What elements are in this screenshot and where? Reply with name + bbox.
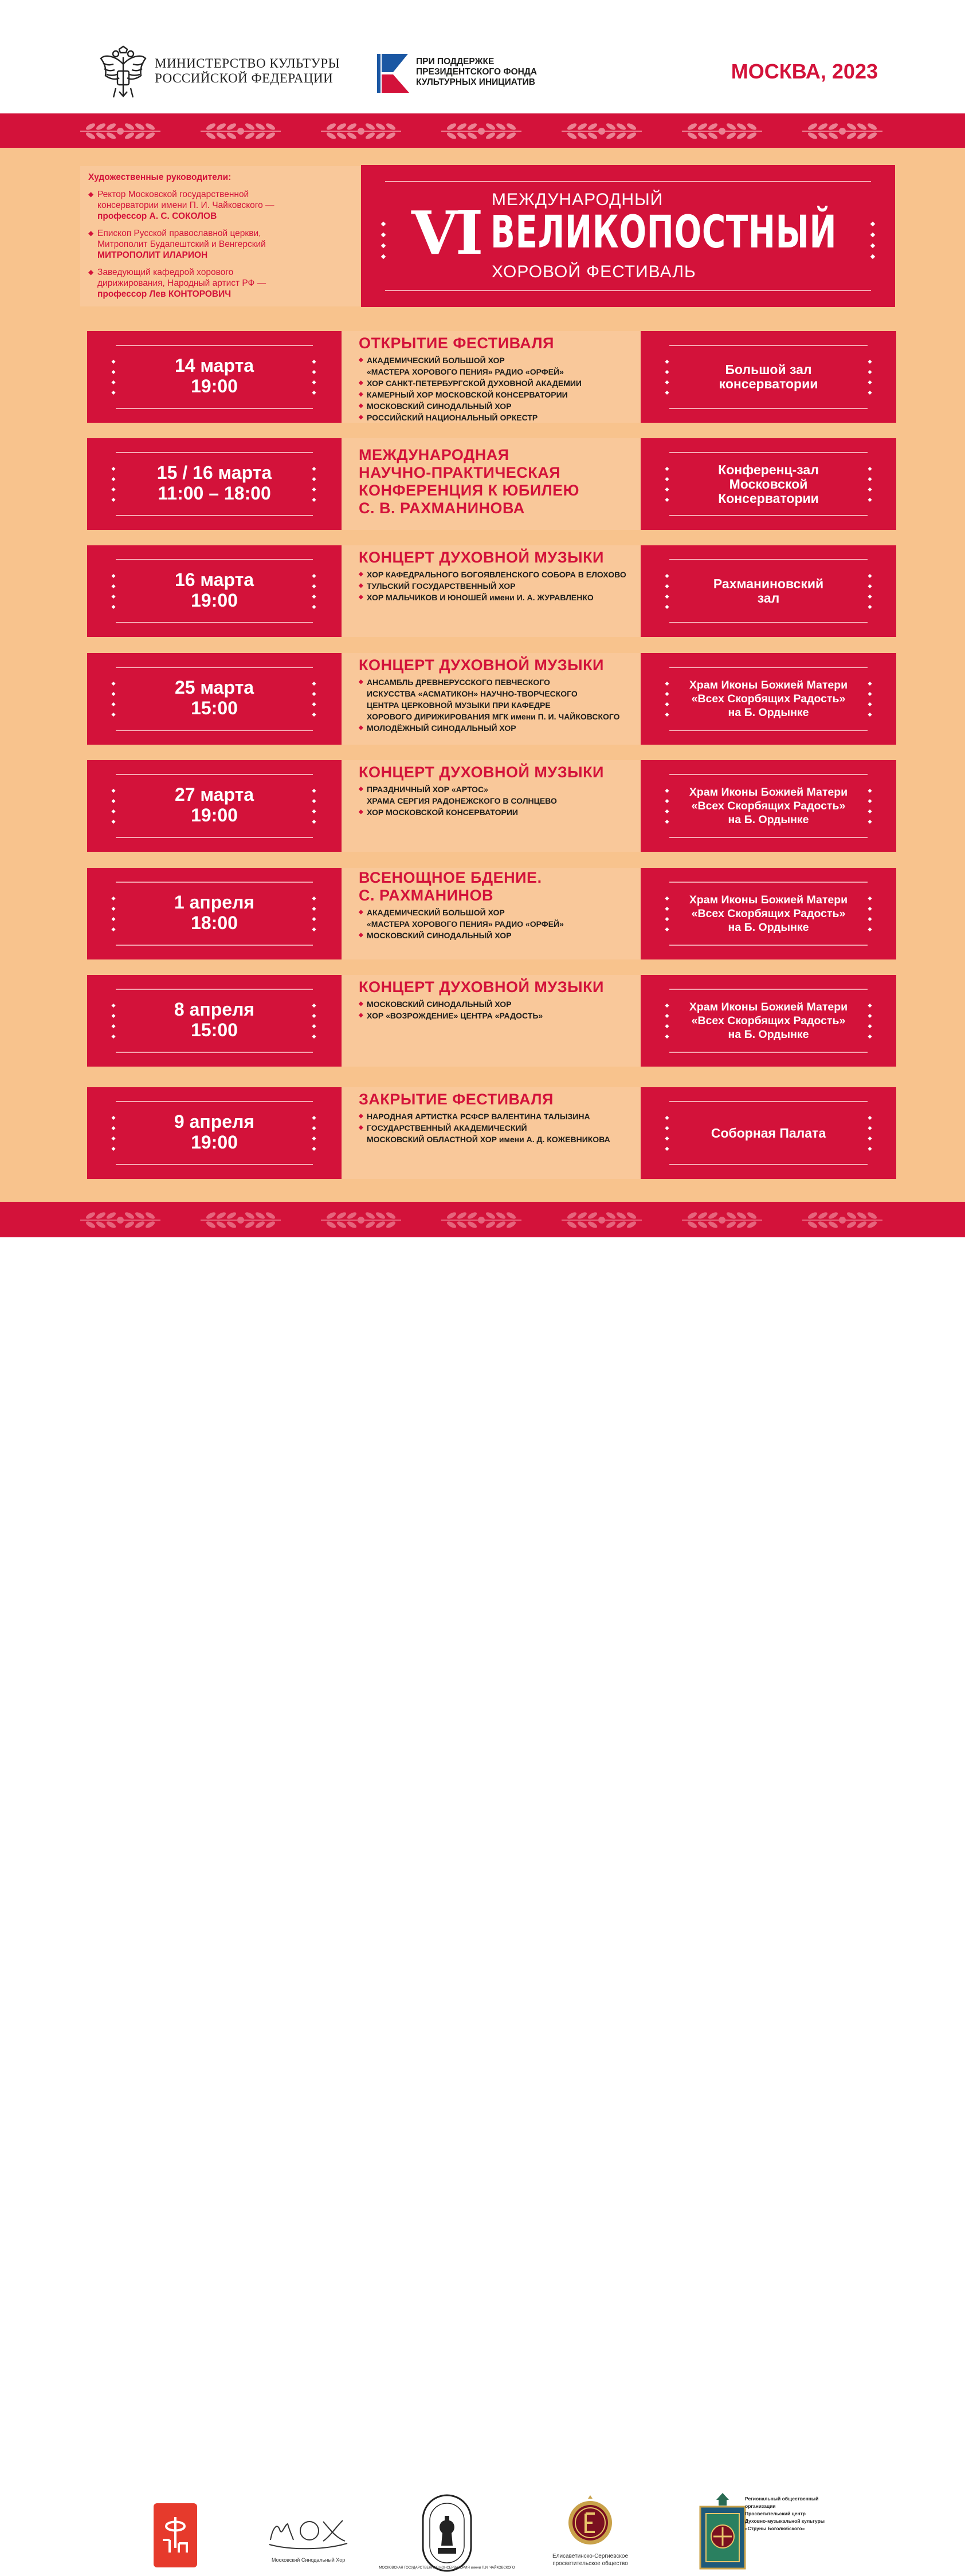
performer-line: ГОСУДАРСТВЕННЫЙ АКАДЕМИЧЕСКИЙ: [367, 1123, 527, 1132]
divider: [669, 1101, 868, 1102]
event-date: 8 апреля: [174, 999, 255, 1020]
divider: [385, 181, 871, 182]
event-title-line: МЕЖДУНАРОДНАЯ: [359, 446, 509, 463]
event-title: [359, 549, 604, 567]
festival-title-box: [361, 165, 895, 307]
center-line: Региональный общественный организации: [745, 2496, 819, 2509]
event-performers: [359, 569, 634, 603]
divider: [669, 774, 868, 775]
venue-line: Соборная Палата: [711, 1125, 826, 1140]
bogolyubsky-center-emblem: [697, 2492, 748, 2572]
dots-ornament-icon: [870, 222, 876, 259]
event-row: [87, 868, 896, 959]
event-title-line: ОТКРЫТИЕ ФЕСТИВАЛЯ: [359, 335, 554, 352]
venue-line: консерватории: [719, 376, 818, 391]
performer-line: ХРАМА СЕРГИЯ РАДОНЕЖСКОГО В СОЛНЦЕВО: [367, 796, 557, 805]
venue-line: Консерватории: [718, 490, 819, 506]
event-row: [87, 331, 896, 423]
performer-line: ПРАЗДНИЧНЫЙ ХОР «АРТОС»: [367, 785, 488, 794]
director-name: профессор Лев КОНТОРОВИЧ: [97, 289, 232, 299]
performer-line: КАМЕРНЫЙ ХОР МОСКОВСКОЙ КОНСЕРВАТОРИИ: [367, 390, 568, 399]
event-performers: [359, 998, 634, 1021]
diamond-bullet-icon: ◆: [359, 786, 363, 792]
performer-item: [359, 998, 634, 1010]
radio-orpheus-logo: [154, 2503, 197, 2567]
mcx-caption: Московский Синодальный Хор: [272, 2557, 346, 2563]
venue-line: «Всех Скорбящих Радость»: [691, 693, 846, 705]
performer-line: ЦЕНТРА ЦЕРКОВНОЙ МУЗЫКИ ПРИ КАФЕДРЕ: [367, 701, 551, 710]
event-title: [359, 978, 604, 996]
diamond-bullet-icon: ◆: [359, 909, 363, 915]
performer-item: [359, 377, 634, 389]
divider: [116, 622, 313, 623]
performer-line: ХОР МОСКОВСКОЙ КОНСЕРВАТОРИИ: [367, 808, 518, 817]
event-venue-box: [641, 975, 896, 1067]
performer-item: [359, 1111, 634, 1122]
event-time: 19:00: [191, 590, 238, 611]
floral-ornament-icon: [0, 113, 965, 149]
performer-line: ХОР КАФЕДРАЛЬНОГО БОГОЯВЛЕНСКОГО СОБОРА В ЕЛОХОВО: [367, 570, 626, 579]
performer-line: МОСКОВСКИЙ СИНОДАЛЬНЫЙ ХОР: [367, 931, 512, 940]
event-date-box: [87, 868, 342, 959]
event-venue-box: [641, 868, 896, 959]
divider: [669, 945, 868, 946]
event-row: [87, 438, 896, 530]
divider: [116, 345, 313, 346]
venue-line: Храм Иконы Божией Матери: [689, 786, 848, 799]
event-venue-box: [641, 760, 896, 852]
divider: [669, 1052, 868, 1053]
event-venue: [641, 1000, 896, 1041]
performer-item: [359, 412, 634, 423]
event-title-line: С. В. РАХМАНИНОВА: [359, 500, 525, 517]
event-performers: [359, 907, 634, 941]
performer-item: [359, 400, 634, 412]
bottom-ornament-band: [0, 1202, 965, 1238]
grant-line: ПРИ ПОДДЕРЖКЕ: [416, 57, 495, 66]
performer-item: [359, 807, 634, 818]
event-row: [87, 1087, 896, 1179]
event-performers: [359, 1111, 634, 1145]
event-date-box: [87, 760, 342, 852]
venue-line: Храм Иконы Божией Матери: [689, 894, 848, 906]
performer-line: РОССИЙСКИЙ НАЦИОНАЛЬНЫЙ ОРКЕСТР: [367, 413, 538, 422]
diamond-bullet-icon: ◆: [359, 357, 363, 363]
event-title: [359, 869, 542, 904]
event-title: [359, 656, 604, 674]
event-date: 27 марта: [174, 784, 254, 805]
festival-line3: ХОРОВОЙ ФЕСТИВАЛЬ: [492, 262, 696, 281]
double-headed-eagle-icon: [99, 46, 148, 100]
event-time: 18:00: [191, 913, 238, 933]
divider: [669, 345, 868, 346]
diamond-bullet-icon: ◆: [359, 583, 363, 589]
performer-line: ХОРОВОГО ДИРИЖИРОВАНИЯ МГК имени П. И. ЧАЙКОВСКОГО: [367, 712, 620, 721]
divider: [669, 667, 868, 668]
performer-item: [359, 907, 634, 930]
performer-item: [359, 722, 634, 734]
society-caption: [550, 2553, 630, 2567]
director-item: [88, 267, 358, 300]
performer-line: ХОР САНКТ-ПЕТЕРБУРГСКОЙ ДУХОВНОЙ АКАДЕМИИ: [367, 379, 582, 388]
diamond-bullet-icon: ◆: [359, 679, 363, 685]
festival-name: ВЕЛИКОПОСТНЫЙ: [491, 207, 837, 258]
elisaveta-sergius-society-logo: [550, 2495, 630, 2575]
ministry-line: МИНИСТЕРСТВО КУЛЬТУРЫ: [155, 56, 340, 70]
venue-line: «Всех Скорбящих Радость»: [691, 1014, 846, 1027]
director-line: Ректор Московской государственной: [97, 190, 249, 199]
event-venue-box: [641, 1087, 896, 1179]
event-title-line: НАУЧНО-ПРАКТИЧЕСКАЯ: [359, 464, 561, 481]
performer-item: [359, 1122, 634, 1145]
divider: [116, 730, 313, 731]
venue-line: зал: [757, 591, 780, 605]
event-date: 25 марта: [174, 677, 254, 698]
venue-line: на Б. Ордынке: [728, 813, 809, 826]
event-performers: [359, 677, 634, 734]
director-line: консерватории имени П. И. Чайковского —: [97, 200, 274, 210]
divider: [669, 408, 868, 409]
divider: [669, 882, 868, 883]
event-date: 15 / 16 марта: [156, 462, 272, 483]
director-name: МИТРОПОЛИТ ИЛАРИОН: [97, 250, 208, 260]
divider: [669, 837, 868, 838]
event-venue: [641, 577, 896, 605]
event-time: 19:00: [191, 1132, 238, 1153]
floral-ornament-icon: [0, 1202, 965, 1238]
performer-line: «МАСТЕРА ХОРОВОГО ПЕНИЯ» РАДИО «ОРФЕЙ»: [367, 367, 564, 376]
society-caption-line: Елисаветинско-Сергиевское: [552, 2553, 629, 2559]
performer-line: АКАДЕМИЧЕСКИЙ БОЛЬШОЙ ХОР: [367, 908, 505, 917]
performer-line: ИСКУССТВА «АСМАТИКОН» НАУЧНО-ТВОРЧЕСКОГО: [367, 689, 578, 698]
mcx-monogram-icon: [267, 2504, 351, 2556]
director-line: Заведующий кафедрой хорового: [97, 268, 234, 277]
event-date: 9 апреля: [174, 1111, 255, 1132]
divider: [116, 559, 313, 560]
dots-ornament-icon: [380, 222, 386, 259]
event-venue-box: [641, 331, 896, 423]
diamond-bullet-icon: ◆: [359, 403, 363, 409]
director-item: [88, 228, 358, 261]
divider: [669, 452, 868, 453]
center-line: Духовно-музыкальной культуры: [745, 2518, 825, 2524]
venue-line: Храм Иконы Божией Матери: [689, 679, 848, 691]
director-line: Епископ Русской православной церкви,: [97, 229, 261, 238]
event-performers: [359, 784, 634, 818]
divider: [116, 774, 313, 775]
event-row: [87, 760, 896, 852]
venue-line: Рахманиновский: [713, 576, 824, 591]
divider: [669, 622, 868, 623]
divider: [669, 989, 868, 990]
performer-item: [359, 580, 634, 592]
moscow-synodal-choir-logo: [267, 2504, 351, 2567]
diamond-bullet-icon: ◆: [359, 725, 363, 731]
diamond-bullet-icon: ◆: [359, 1124, 363, 1131]
event-venue: [641, 363, 896, 391]
event-row: [87, 545, 896, 637]
divider: [116, 667, 313, 668]
diamond-bullet-icon: ◆: [359, 1113, 363, 1119]
performer-line: АКАДЕМИЧЕСКИЙ БОЛЬШОЙ ХОР: [367, 356, 505, 365]
performer-item: [359, 1010, 634, 1021]
partners-footer: [0, 1237, 965, 2570]
society-caption-line: просветительское общество: [552, 2561, 628, 2567]
diamond-bullet-icon: ◆: [359, 1012, 363, 1018]
artistic-directors-panel: [80, 166, 360, 306]
event-title-line: ЗАКРЫТИЕ ФЕСТИВАЛЯ: [359, 1091, 554, 1108]
event-row: [87, 653, 896, 745]
event-title: [359, 446, 579, 517]
director-name: профессор А. С. СОКОЛОВ: [97, 211, 217, 221]
divider: [669, 730, 868, 731]
divider: [116, 1101, 313, 1102]
performer-item: [359, 389, 634, 400]
event-venue-box: [641, 545, 896, 637]
director-line: Митрополит Будапештский и Венгерский: [97, 239, 266, 249]
event-title-line: КОНФЕРЕНЦИЯ К ЮБИЛЕЮ: [359, 482, 580, 499]
divider: [669, 559, 868, 560]
divider: [116, 515, 313, 516]
presidential-fund-logo-icon: [376, 53, 411, 94]
venue-line: на Б. Ордынке: [728, 921, 809, 934]
moscow-conservatory-seal: [379, 2493, 515, 2573]
diamond-bullet-icon: ◆: [359, 809, 363, 815]
event-title-line: КОНЦЕРТ ДУХОВНОЙ МУЗЫКИ: [359, 978, 604, 996]
venue-line: «Всех Скорбящих Радость»: [691, 800, 846, 812]
performer-item: [359, 569, 634, 580]
divider: [669, 1164, 868, 1165]
performer-item: [359, 355, 634, 377]
grant-line: ПРЕЗИДЕНТСКОГО ФОНДА: [416, 67, 538, 77]
ministry-name: [155, 56, 340, 86]
performer-line: «МАСТЕРА ХОРОВОГО ПЕНИЯ» РАДИО «ОРФЕЙ»: [367, 919, 564, 929]
diamond-bullet-icon: ◆: [359, 380, 363, 386]
performer-item: [359, 677, 634, 722]
performer-item: [359, 592, 634, 603]
diamond-bullet-icon: ◆: [359, 1001, 363, 1007]
performer-line: МОЛОДЁЖНЫЙ СИНОДАЛЬНЫЙ ХОР: [367, 723, 516, 733]
performer-line: ХОР МАЛЬЧИКОВ И ЮНОШЕЙ имени И. А. ЖУРАВЛЕНКО: [367, 593, 594, 602]
event-row: [87, 975, 896, 1067]
event-title-line: С. РАХМАНИНОВ: [359, 887, 494, 904]
divider: [385, 290, 871, 291]
grant-line: КУЛЬТУРНЫХ ИНИЦИАТИВ: [416, 77, 535, 87]
conservatory-seal-icon: [379, 2493, 515, 2573]
festival-number: VI: [411, 198, 481, 268]
orpheus-icon: [154, 2503, 197, 2567]
diamond-bullet-icon: ◆: [88, 268, 94, 276]
event-date-box: [87, 331, 342, 423]
divider: [116, 452, 313, 453]
event-venue-box: [641, 438, 896, 530]
venue-line: Московской: [729, 476, 808, 491]
performer-item: [359, 930, 634, 941]
event-time: 19:00: [191, 805, 238, 825]
director-item: [88, 189, 358, 222]
venue-line: на Б. Ордынке: [728, 706, 809, 719]
divider: [116, 945, 313, 946]
event-title: [359, 1091, 554, 1108]
event-venue: [641, 678, 896, 719]
diamond-bullet-icon: ◆: [359, 391, 363, 398]
divider: [116, 989, 313, 990]
divider: [669, 515, 868, 516]
divider: [116, 1164, 313, 1165]
event-venue-box: [641, 653, 896, 745]
society-medallion-icon: [550, 2495, 630, 2550]
event-venue: [641, 463, 896, 506]
conservatory-ring-text: МОСКОВСКАЯ ГОСУДАРСТВЕННАЯ КОНСЕРВАТОРИЯ имени П.И. ЧАЙКОВСКОГО: [379, 2566, 515, 2570]
performer-line: НАРОДНАЯ АРТИСТКА РСФСР ВАЛЕНТИНА ТАЛЫЗИНА: [367, 1112, 590, 1121]
event-date-box: [87, 975, 342, 1067]
event-performers: [359, 355, 634, 423]
event-date: 16 марта: [174, 569, 254, 590]
event-date-box: [87, 438, 342, 530]
performer-line: МОСКОВСКИЙ СИНОДАЛЬНЫЙ ХОР: [367, 402, 512, 411]
event-time: 15:00: [191, 698, 238, 718]
performer-line: АНСАМБЛЬ ДРЕВНЕРУССКОГО ПЕВЧЕСКОГО: [367, 678, 550, 687]
event-date-box: [87, 653, 342, 745]
performer-item: [359, 784, 634, 807]
event-date: 1 апреля: [174, 892, 255, 913]
event-title-line: КОНЦЕРТ ДУХОВНОЙ МУЗЫКИ: [359, 764, 604, 781]
event-date-box: [87, 1087, 342, 1179]
diamond-bullet-icon: ◆: [359, 571, 363, 577]
venue-line: Большой зал: [725, 362, 812, 377]
event-title-line: КОНЦЕРТ ДУХОВНОЙ МУЗЫКИ: [359, 656, 604, 674]
diamond-bullet-icon: ◆: [88, 229, 94, 237]
ministry-line: РОССИЙСКОЙ ФЕДЕРАЦИИ: [155, 71, 334, 85]
event-time: 19:00: [191, 376, 238, 396]
event-date-box: [87, 545, 342, 637]
center-line: «Струны Боголюбского»: [745, 2526, 805, 2531]
event-venue: [641, 1126, 896, 1140]
divider: [116, 882, 313, 883]
divider: [116, 408, 313, 409]
event-venue: [641, 893, 896, 934]
center-line: Просветительский центр: [745, 2511, 806, 2516]
event-title-line: ВСЕНОЩНОЕ БДЕНИЕ.: [359, 869, 542, 886]
divider: [116, 837, 313, 838]
divider: [116, 1052, 313, 1053]
diamond-bullet-icon: ◆: [88, 190, 94, 198]
event-time: 15:00: [191, 1020, 238, 1040]
event-date: 14 марта: [174, 355, 254, 376]
directors-title: Художественные руководители:: [88, 172, 232, 182]
presidential-fund-text: [416, 57, 537, 88]
event-title: [359, 764, 604, 781]
performer-line: ТУЛЬСКИЙ ГОСУДАРСТВЕННЫЙ ХОР: [367, 581, 516, 591]
event-title: [359, 335, 554, 352]
venue-line: Конференц-зал: [718, 462, 819, 477]
performer-line: МОСКОВСКИЙ СИНОДАЛЬНЫЙ ХОР: [367, 1000, 512, 1009]
diamond-bullet-icon: ◆: [359, 594, 363, 600]
performer-line: МОСКОВСКИЙ ОБЛАСТНОЙ ХОР имени А. Д. КОЖЕВНИКОВА: [367, 1135, 610, 1144]
performer-line: ХОР «ВОЗРОЖДЕНИЕ» ЦЕНТРА «РАДОСТЬ»: [367, 1011, 543, 1020]
director-line: дирижирования, Народный артист РФ —: [97, 278, 266, 288]
event-venue: [641, 785, 896, 827]
top-ornament-band: [0, 113, 965, 149]
venue-line: на Б. Ордынке: [728, 1028, 809, 1041]
city-year: МОСКВА, 2023: [731, 60, 878, 83]
festival-line1: МЕЖДУНАРОДНЫЙ: [492, 190, 664, 209]
venue-line: Храм Иконы Божией Матери: [689, 1001, 848, 1013]
event-time: 11:00 – 18:00: [158, 483, 271, 504]
bogolyubsky-center-text: [745, 2495, 825, 2532]
church-emblem-icon: [697, 2492, 748, 2572]
header: [0, 0, 965, 113]
diamond-bullet-icon: ◆: [359, 414, 363, 420]
venue-line: «Всех Скорбящих Радость»: [691, 907, 846, 920]
diamond-bullet-icon: ◆: [359, 932, 363, 938]
event-title-line: КОНЦЕРТ ДУХОВНОЙ МУЗЫКИ: [359, 549, 604, 566]
